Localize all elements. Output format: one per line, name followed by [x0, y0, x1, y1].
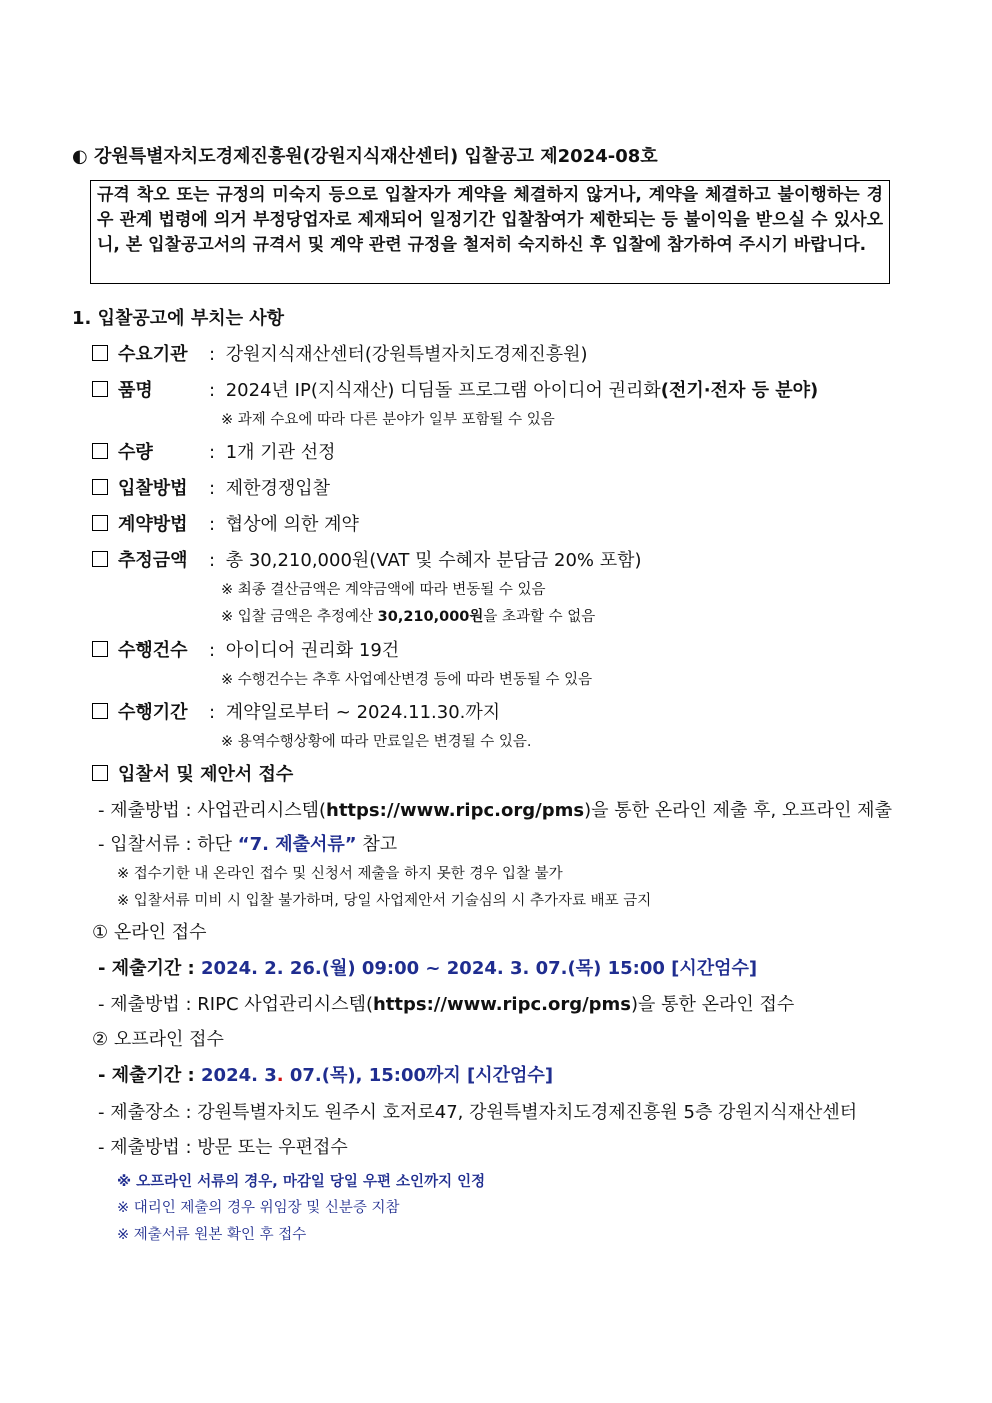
checkbox-icon: [92, 515, 108, 531]
checkbox-icon: [92, 765, 108, 781]
row-submission: [92, 760, 293, 786]
label-period: 수행기간: [118, 702, 188, 723]
label-agency: 수요기관: [118, 344, 188, 365]
pms-link-online[interactable]: https://www.ripc.org/pms: [372, 994, 632, 1015]
offline-heading: ② 오프라인 접수: [92, 1029, 224, 1050]
value-item: 2024년 IP(지식재산) 디딤돌 프로그램 아이디어 권리화: [225, 380, 661, 401]
page-title: ◐ 강원특별자치도경제진흥원(강원지식재산센터) 입찰공고 제2024-08호: [72, 146, 658, 167]
checkbox-icon: [92, 479, 108, 495]
row-bid-method: 입찰방법 : 제한경쟁입찰: [92, 474, 330, 500]
label-contract-method: 계약방법: [118, 514, 188, 535]
note-amount-1: ※ 최종 결산금액은 계약금액에 따라 변동될 수 있음: [221, 582, 546, 598]
checkbox-icon: [92, 381, 108, 397]
label-bid-method: 입찰방법: [118, 478, 188, 499]
checkbox-icon: [92, 443, 108, 459]
warning-notice-box: 규격 착오 또는 규정의 미숙지 등으로 입찰자가 계약을 체결하지 않거나, 계약을 체결하고 불이행하는 경우 관계 법령에 의거 부정당업자로 제재되어 일정기간 입찰참여가 제한되는 등 불이익을 받으실 수 있사오니, 본 입찰공고서의 규격서 및 계약 관련 규정을 철저히 숙지하신 후 입찰에 참가하여 주시기 바랍니다.: [90, 180, 890, 284]
checkbox-icon: [92, 551, 108, 567]
note-item: ※ 과제 수요에 따라 다른 분야가 일부 포함될 수 있음: [221, 412, 555, 428]
label-quantity: 수량: [118, 442, 153, 463]
value-bid-method: 제한경쟁입찰: [225, 478, 331, 499]
row-period: 수행기간 : 계약일로부터 ~ 2024.11.30.까지: [92, 698, 500, 724]
online-period: - 제출기간 : 2024. 2. 26.(월) 09:00 ~ 2024. 3. 07.(목) 15:00 [시간엄수]: [98, 958, 758, 979]
submission-method: - 제출방법 : 사업관리시스템(https://www.ripc.org/pms)을 통한 온라인 제출 후, 오프라인 제출: [98, 800, 892, 821]
section-heading: 1. 입찰공고에 부치는 사항: [72, 308, 285, 329]
value-quantity: 1개 기관 선정: [225, 442, 336, 463]
online-heading: ① 온라인 접수: [92, 922, 207, 943]
offline-note-3: ※ 제출서류 원본 확인 후 접수: [117, 1227, 307, 1243]
value-count: 아이디어 권리화 19건: [225, 640, 400, 661]
row-contract-method: 계약방법 : 협상에 의한 계약: [92, 510, 359, 536]
value-agency: 강원지식재산센터(강원특별자치도경제진흥원): [225, 344, 588, 365]
offline-note-2: ※ 대리인 제출의 경우 위임장 및 신분증 지참: [117, 1200, 400, 1216]
note-period: ※ 용역수행상황에 따라 만료일은 변경될 수 있음.: [221, 734, 532, 750]
value-item-field: (전기·전자 등 분야): [660, 380, 819, 401]
note-count: ※ 수행건수는 추후 사업예산변경 등에 따라 변동될 수 있음: [221, 672, 593, 688]
value-period: 계약일로부터 ~ 2024.11.30.까지: [225, 702, 501, 723]
offline-method: - 제출방법 : 방문 또는 우편접수: [98, 1137, 348, 1158]
label-submission: 입찰서 및 제안서 접수: [118, 764, 294, 785]
offline-note-1: ※ 오프라인 서류의 경우, 마감일 당일 우편 소인까지 인정: [117, 1174, 486, 1190]
label-count: 수행건수: [118, 640, 188, 661]
pms-link[interactable]: https://www.ripc.org/pms: [326, 800, 585, 821]
row-agency: 수요기관 : 강원지식재산센터(강원특별자치도경제진흥원): [92, 340, 588, 366]
row-count: 수행건수 : 아이디어 권리화 19건: [92, 636, 399, 662]
submission-docs: - 입찰서류 : 하단 “7. 제출서류” 참고: [98, 834, 398, 855]
offline-period: - 제출기간 : 2024. 3. 07.(목), 15:00까지 [시간엄수]: [98, 1065, 554, 1086]
row-quantity: 수량 : 1개 기관 선정: [92, 438, 336, 464]
online-method: - 제출방법 : RIPC 사업관리시스템(https://www.ripc.org/pms)을 통한 온라인 접수: [98, 994, 795, 1015]
offline-place: - 제출장소 : 강원특별자치도 원주시 호저로47, 강원특별자치도경제진흥원 5층 강원지식재산센터: [98, 1102, 858, 1123]
submission-note-2: ※ 입찰서류 미비 시 입찰 불가하며, 당일 사업제안서 기술심의 시 추가자료 배포 금지: [117, 893, 652, 909]
row-item: 품명 : 2024년 IP(지식재산) 디딤돌 프로그램 아이디어 권리화(전기·전자 등 분야): [92, 376, 818, 402]
note-amount-2: ※ 입찰 금액은 추정예산 30,210,000원을 초과할 수 없음: [221, 609, 596, 625]
checkbox-icon: [92, 345, 108, 361]
checkbox-icon: [92, 641, 108, 657]
label-amount: 추정금액: [118, 550, 188, 571]
label-item: 품명: [118, 380, 153, 401]
value-amount: 총 30,210,000원(VAT 및 수혜자 분담금 20% 포함): [225, 550, 642, 571]
value-contract-method: 협상에 의한 계약: [225, 514, 359, 535]
submission-note-1: ※ 접수기한 내 온라인 접수 및 신청서 제출을 하지 못한 경우 입찰 불가: [117, 866, 563, 882]
checkbox-icon: [92, 703, 108, 719]
row-amount: 추정금액 : 총 30,210,000원(VAT 및 수혜자 분담금 20% 포함): [92, 546, 642, 572]
